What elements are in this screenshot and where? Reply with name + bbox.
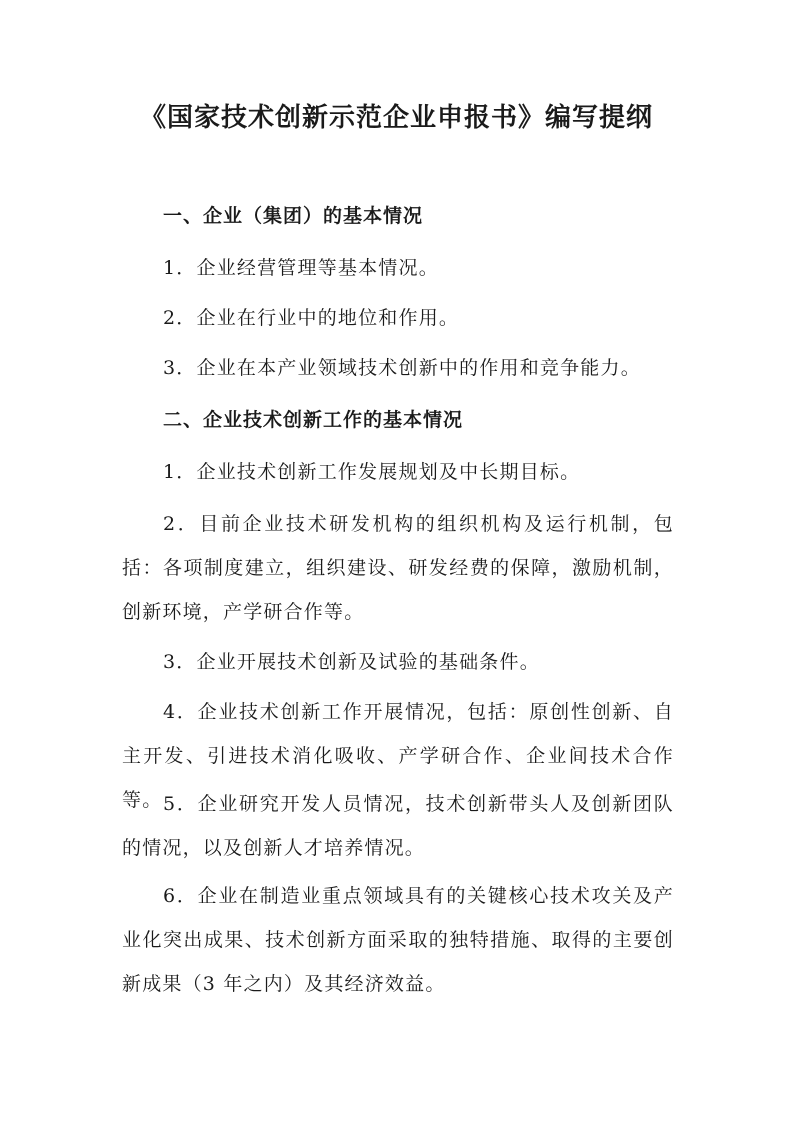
item-text: 企业技术创新工作发展规划及中长期目标。 [196,461,581,483]
item-text: 企业在制造业重点领域具有的关键核心技术攻关及产业化突出成果、技术创新方面采取的独特措施、取得的主要创新成果（3 年之内）及其经济效益。 [122,885,674,995]
item-number: 1． [163,257,197,279]
item-number: 6． [163,885,198,907]
item-text: 企业开展技术创新及试验的基础条件。 [196,651,540,673]
list-item [122,450,674,494]
list-item [122,874,674,1006]
list-item [122,246,674,290]
item-number: 2． [163,307,197,329]
section-heading: 二、企业技术创新工作的基本情况 [163,409,464,431]
document-title: 《国家技术创新示范企业申报书》编写提纲 [139,103,653,133]
list-item [122,296,674,340]
list-item [122,782,674,870]
item-number: 3． [163,357,197,379]
list-item [122,640,674,684]
item-text: 企业在行业中的地位和作用。 [196,307,460,329]
item-number: 4． [163,701,198,723]
section-heading: 一、企业（集团）的基本情况 [163,205,424,227]
item-text: 企业技术创新工作开展情况，包括：原创性创新、自主开发、引进技术消化吸收、产学研合作、企业间技术合作等。 [122,701,674,811]
item-number: 5． [163,793,198,815]
item-number: 2． [163,513,200,535]
item-text: 企业在本产业领域技术创新中的作用和竞争能力。 [196,357,641,379]
item-number: 3． [163,651,197,673]
item-number: 1． [163,461,197,483]
item-text: 目前企业技术研发机构的组织机构及运行机制，包括：各项制度建立，组织建设、研发经费的保障，激励机制，创新环境，产学研合作等。 [122,513,674,623]
list-item [122,346,674,390]
item-text: 企业经营管理等基本情况。 [196,257,439,279]
list-item [122,502,674,634]
item-text: 企业研究开发人员情况，技术创新带头人及创新团队的情况，以及创新人才培养情况。 [122,793,674,859]
